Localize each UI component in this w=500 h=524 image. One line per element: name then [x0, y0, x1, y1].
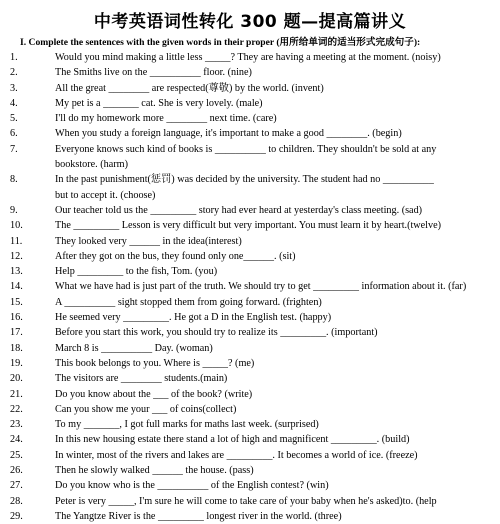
- section-instruction: I. Complete the sentences with the given words in their proper (用所给单词的适当形式完成句子):: [20, 37, 421, 48]
- question-continuation: [0, 188, 500, 203]
- question-item: [0, 432, 500, 447]
- question-number: 29.: [10, 510, 23, 522]
- question-text: To my _______, I got full marks for maths last week. (surprised): [55, 419, 319, 431]
- question-text: The Yangtze River is the _________ longest river in the world. (three): [55, 510, 342, 522]
- question-item: [0, 463, 500, 478]
- question-text: Do you know who is the __________ of the English contest? (win): [55, 480, 329, 492]
- question-number: 24.: [10, 434, 23, 446]
- question-item: [0, 356, 500, 371]
- question-number: 11.: [10, 235, 23, 247]
- question-number: 8.: [10, 174, 18, 186]
- question-item: [0, 234, 500, 249]
- question-number: 1.: [10, 52, 18, 63]
- question-number: 6.: [10, 128, 18, 140]
- question-item: [0, 295, 500, 310]
- question-item: [0, 341, 500, 356]
- question-number: 19.: [10, 357, 23, 369]
- question-text: After they got on the bus, they found only one______. (sit): [55, 250, 296, 262]
- question-item: [0, 387, 500, 402]
- question-number: 14.: [10, 281, 23, 293]
- question-number: 25.: [10, 449, 23, 461]
- question-item: [0, 279, 500, 294]
- question-continuation: [0, 157, 500, 172]
- question-text: I'll do my homework more ________ next time. (care): [55, 113, 277, 125]
- question-text: All the great ________ are respected(尊敬) by the world. (invent): [55, 82, 324, 94]
- question-number: 12.: [10, 250, 23, 262]
- question-text: bookstore. (harm): [55, 159, 128, 171]
- question-number: 28.: [10, 495, 23, 507]
- question-number: 7.: [10, 143, 18, 155]
- question-number: 26.: [10, 465, 23, 477]
- question-item: [0, 310, 500, 325]
- question-item: [0, 203, 500, 218]
- question-text: The Smiths live on the __________ floor. (nine): [55, 67, 252, 79]
- question-item: [0, 81, 500, 96]
- question-item: [0, 494, 500, 509]
- question-item: [0, 218, 500, 233]
- question-text: March 8 is __________ Day. (woman): [55, 342, 213, 354]
- question-item: [0, 509, 500, 524]
- question-text: What we have had is just part of the truth. We should try to get _________ information about it. (far): [55, 281, 467, 293]
- question-text: In winter, most of the rivers and lakes are _________. It becomes a world of ice. (freeze): [55, 449, 418, 461]
- question-number: 13.: [10, 266, 23, 278]
- question-number: 4.: [10, 97, 18, 109]
- question-item: [0, 172, 500, 187]
- question-text: The _________ Lesson is very difficult but very important. You must learn it by heart.(twelve): [55, 220, 442, 232]
- question-number: 18.: [10, 342, 23, 354]
- question-item: [0, 417, 500, 432]
- question-item: [0, 65, 500, 80]
- question-number: 5.: [10, 113, 18, 125]
- question-number: 9.: [10, 204, 18, 216]
- question-text: When you study a foreign language, it's important to make a good ________. (begin): [55, 128, 402, 140]
- question-item: [0, 142, 500, 157]
- question-number: 15.: [10, 296, 23, 308]
- question-item: [0, 448, 500, 463]
- question-text: Before you start this work, you should try to realize its _________. (important): [55, 327, 378, 339]
- question-item: [0, 249, 500, 264]
- question-number: 16.: [10, 312, 23, 324]
- question-number: 21.: [10, 388, 23, 400]
- page-title: 中考英语词性转化 300 题—提高篇讲义: [93, 12, 407, 32]
- question-number: 27.: [10, 480, 23, 492]
- question-item: [0, 50, 500, 65]
- question-text: Peter is very _____, I'm sure he will come to take care of your baby when he's asked)to. (help: [55, 495, 437, 507]
- question-text: Our teacher told us the _________ story had ever heard at yesterday's class meeting. (sad): [55, 204, 423, 216]
- question-text: Would you mind making a little less _____? They are having a meeting at the moment. (noisy): [55, 52, 441, 63]
- question-number: 22.: [10, 403, 23, 415]
- question-text: Then he slowly walked ______ the house. (pass): [55, 465, 254, 477]
- question-text: This book belongs to you. Where is _____? (me): [55, 357, 255, 369]
- question-text: Do you know about the ___ of the book? (write): [55, 388, 253, 400]
- question-item: [0, 371, 500, 386]
- question-number: 2.: [10, 67, 18, 79]
- question-number: 17.: [10, 327, 23, 339]
- question-text: They looked very ______ in the idea(interest): [55, 235, 242, 247]
- question-item: [0, 402, 500, 417]
- question-text: but to accept it. (choose): [55, 189, 156, 201]
- question-text: Everyone knows such kind of books is __________ to children. They shouldn't be sold at any: [55, 143, 437, 155]
- question-text: In the past punishment(惩罚) was decided by the university. The student had no __________: [55, 174, 434, 186]
- question-text: He seemed very _________. He got a D in the English test. (happy): [55, 312, 332, 324]
- question-item: [0, 111, 500, 126]
- question-item: [0, 264, 500, 279]
- question-number: 23.: [10, 419, 23, 431]
- question-item: [0, 96, 500, 111]
- question-text: My pet is a _______ cat. She is very lovely. (male): [55, 97, 263, 109]
- question-number: 10.: [10, 220, 23, 232]
- question-text: In this new housing estate there stand a lot of high and magnificent _________. (build): [55, 434, 410, 446]
- question-item: [0, 126, 500, 141]
- question-text: A __________ sight stopped them from going forward. (frighten): [55, 296, 322, 308]
- question-number: 3.: [10, 82, 18, 94]
- question-text: Help _________ to the fish, Tom. (you): [55, 266, 218, 278]
- question-list: [0, 50, 500, 524]
- question-text: The visitors are ________ students.(main): [55, 373, 228, 385]
- question-item: [0, 325, 500, 340]
- question-text: Can you show me your ___ of coins(collect): [55, 403, 237, 415]
- question-item: [0, 478, 500, 493]
- question-number: 20.: [10, 373, 23, 385]
